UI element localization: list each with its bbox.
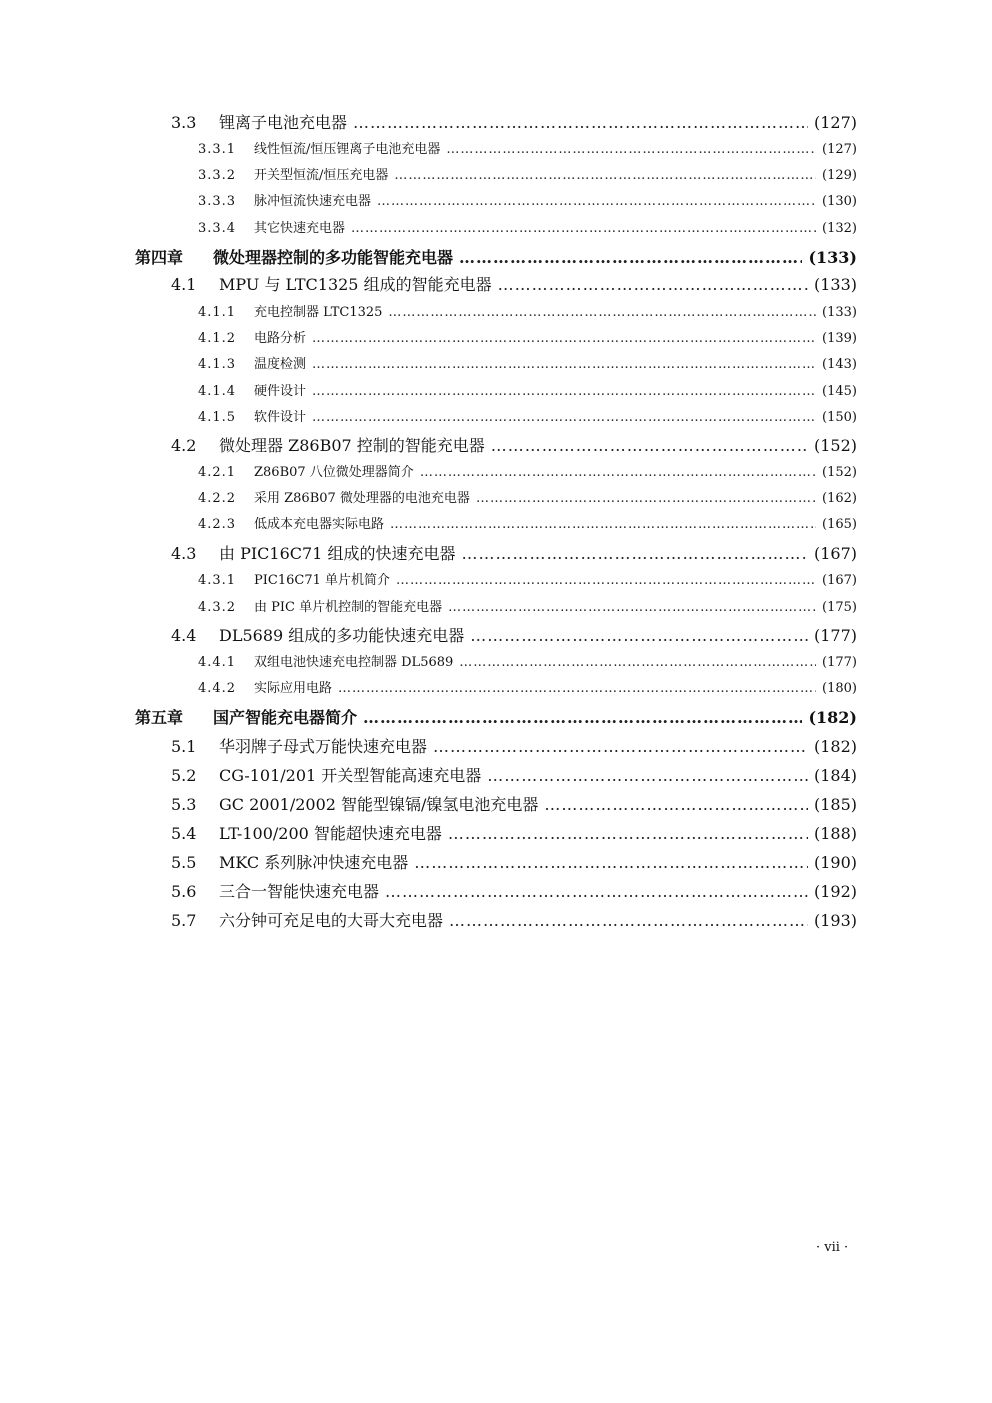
toc-entry-number: 5.1 [171, 737, 197, 756]
toc-entry-title: 实际应用电路 [254, 681, 333, 696]
toc-entry-page: (188) [813, 824, 857, 843]
toc-entry-number: 5.7 [171, 911, 197, 930]
dot-leader [491, 436, 808, 455]
toc-entry-number: 4.2.1 [198, 465, 237, 480]
dot-leader [353, 113, 808, 132]
toc-entry-title: 硬件设计 [254, 384, 307, 399]
dot-leader [446, 142, 816, 157]
toc-entry-title: PIC16C71 单片机简介 [254, 573, 390, 588]
toc-entry-sub [0, 569, 992, 588]
toc-entry-chapter [0, 705, 992, 728]
toc-entry-title: Z86B07 八位微处理器简介 [254, 465, 414, 480]
dot-leader [459, 655, 816, 670]
toc-entry-sub [0, 190, 992, 209]
page-number: · vii · [816, 1240, 849, 1255]
toc-entry-title: 电路分析 [254, 331, 307, 346]
toc-entry-sub [0, 138, 992, 157]
toc-entry-number: 4.1.2 [198, 331, 237, 346]
dot-leader [394, 168, 816, 183]
toc-entry-page: (143) [822, 357, 857, 372]
toc-entry-number: 4.1.4 [198, 384, 237, 399]
toc-entry-title: 华羽牌子母式万能快速充电器 [219, 737, 428, 756]
toc-entry-number: 3.3.3 [198, 194, 237, 209]
toc-entry-sub [0, 677, 992, 696]
toc-entry-sub [0, 327, 992, 346]
dot-leader [487, 766, 808, 785]
toc-entry-title: GC 2001/2002 智能型镍镉/镍氢电池充电器 [219, 795, 539, 814]
toc-entry-sub [0, 461, 992, 480]
toc-entry-title: 低成本充电器实际电路 [254, 517, 385, 532]
toc-entry-page: (133) [813, 275, 857, 294]
toc-entry-number: 4.2 [171, 436, 197, 455]
toc-entry-sub [0, 217, 992, 236]
toc-entry-page: (177) [813, 626, 857, 645]
toc-entry-number: 4.3 [171, 544, 197, 563]
toc-entry-page: (127) [813, 113, 857, 132]
dot-leader [433, 737, 808, 756]
toc-entry-page: (175) [822, 600, 857, 615]
toc-entry-title: 微处理器控制的多功能智能充电器 [213, 248, 454, 267]
toc-entry-number: 5.4 [171, 824, 197, 843]
toc-entry-page: (182) [808, 708, 857, 727]
toc-entry-number: 4.1 [171, 275, 197, 294]
toc-entry-title: 三合一智能快速充电器 [219, 882, 380, 901]
toc-entry-page: (192) [813, 882, 857, 901]
toc-entry-number: 3.3.1 [198, 142, 237, 157]
toc-entry-sub [0, 380, 992, 399]
toc-entry-page: (182) [813, 737, 857, 756]
toc-entry-sub [0, 164, 992, 183]
toc-entry-number: 第四章 [135, 248, 184, 267]
dot-leader [377, 194, 816, 209]
toc-entry-number: 3.3 [171, 113, 197, 132]
toc-entry-page: (167) [822, 573, 857, 588]
toc-entry-title: MKC 系列脉冲快速充电器 [219, 853, 409, 872]
dot-leader [461, 544, 808, 563]
toc-entry-title: 充电控制器 LTC1325 [254, 305, 383, 320]
dot-leader [388, 305, 816, 320]
toc-entry-section [0, 908, 992, 931]
toc-entry-page: (139) [822, 331, 857, 346]
toc-entry-page: (162) [822, 491, 857, 506]
dot-leader [459, 248, 802, 267]
toc-entry-page: (185) [813, 795, 857, 814]
toc-entry-sub [0, 301, 992, 320]
dot-leader [448, 824, 808, 843]
toc-entry-title: 脉冲恒流快速充电器 [254, 194, 372, 209]
dot-leader [449, 911, 808, 930]
toc-entry-number: 4.1.5 [198, 410, 237, 425]
toc-entry-page: (152) [822, 465, 857, 480]
toc-entry-number: 4.4 [171, 626, 197, 645]
toc-entry-title: MPU 与 LTC1325 组成的智能充电器 [219, 275, 492, 294]
toc-entry-number: 第五章 [135, 708, 184, 727]
dot-leader [363, 708, 802, 727]
toc-entry-page: (133) [822, 305, 857, 320]
toc-entry-title: 软件设计 [254, 410, 307, 425]
toc-entry-number: 3.3.4 [198, 221, 237, 236]
toc-entry-section [0, 879, 992, 902]
toc-entry-page: (167) [813, 544, 857, 563]
toc-entry-title: 由 PIC 单片机控制的智能充电器 [254, 600, 443, 615]
toc-entry-page: (127) [822, 142, 857, 157]
toc-entry-number: 5.5 [171, 853, 197, 872]
dot-leader [414, 853, 808, 872]
dot-leader [476, 491, 816, 506]
toc-entry-page: (193) [813, 911, 857, 930]
toc-entry-page: (184) [813, 766, 857, 785]
toc-entry-number: 4.1.1 [198, 305, 237, 320]
toc-entry-page: (165) [822, 517, 857, 532]
toc-entry-section [0, 734, 992, 757]
dot-leader [338, 681, 816, 696]
dot-leader [312, 331, 816, 346]
toc-entry-number: 4.4.1 [198, 655, 237, 670]
toc-entry-page: (133) [808, 248, 857, 267]
toc-entry-page: (180) [822, 681, 857, 696]
toc-entry-title: DL5689 组成的多功能快速充电器 [219, 626, 465, 645]
dot-leader [420, 465, 816, 480]
dot-leader [351, 221, 816, 236]
dot-leader [385, 882, 808, 901]
toc-entry-title: 锂离子电池充电器 [219, 113, 348, 132]
toc-entry-number: 4.2.2 [198, 491, 237, 506]
dot-leader [312, 357, 816, 372]
toc-entry-title: 其它快速充电器 [254, 221, 346, 236]
toc-entry-sub [0, 651, 992, 670]
toc-entry-title: 线性恒流/恒压锂离子电池充电器 [254, 142, 441, 157]
dot-leader [470, 626, 808, 645]
toc-entry-page: (130) [822, 194, 857, 209]
toc-entry-number: 4.4.2 [198, 681, 237, 696]
toc-entry-title: 微处理器 Z86B07 控制的智能充电器 [219, 436, 485, 455]
toc-entry-number: 4.1.3 [198, 357, 237, 372]
toc-entry-section [0, 821, 992, 844]
toc-entry-section [0, 541, 992, 564]
toc-entry-page: (150) [822, 410, 857, 425]
dot-leader [448, 600, 816, 615]
toc-entry-section [0, 763, 992, 786]
toc-entry-title: CG-101/201 开关型智能高速充电器 [219, 766, 482, 785]
toc-entry-page: (145) [822, 384, 857, 399]
toc-entry-title: 温度检测 [254, 357, 307, 372]
dot-leader [312, 410, 816, 425]
toc-entry-sub [0, 596, 992, 615]
toc-entry-title: 由 PIC16C71 组成的快速充电器 [219, 544, 456, 563]
toc-entry-section [0, 272, 992, 295]
dot-leader [312, 384, 816, 399]
toc-entry-number: 3.3.2 [198, 168, 237, 183]
toc-entry-title: 六分钟可充足电的大哥大充电器 [219, 911, 444, 930]
toc-entry-section [0, 850, 992, 873]
toc-entry-number: 4.3.2 [198, 600, 237, 615]
toc-entry-title: 国产智能充电器简介 [213, 708, 358, 727]
toc-entry-page: (177) [822, 655, 857, 670]
toc-entry-number: 4.3.1 [198, 573, 237, 588]
toc-entry-title: LT-100/200 智能超快速充电器 [219, 824, 442, 843]
dot-leader [544, 795, 808, 814]
toc-entry-title: 双组电池快速充电控制器 DL5689 [254, 655, 454, 670]
toc-entry-section [0, 433, 992, 456]
dot-leader [390, 517, 816, 532]
toc-entry-sub [0, 487, 992, 506]
toc-entry-page: (190) [813, 853, 857, 872]
toc-entry-title: 采用 Z86B07 微处理器的电池充电器 [254, 491, 470, 506]
toc-entry-number: 5.2 [171, 766, 197, 785]
toc-entry-number: 4.2.3 [198, 517, 237, 532]
toc-entry-section [0, 110, 992, 133]
toc-entry-sub [0, 513, 992, 532]
toc-entry-chapter [0, 245, 992, 268]
toc-entry-page: (129) [822, 168, 857, 183]
toc-entry-sub [0, 353, 992, 372]
toc-entry-section [0, 792, 992, 815]
toc-entry-number: 5.6 [171, 882, 197, 901]
toc-entry-page: (132) [822, 221, 857, 236]
toc-entry-section [0, 623, 992, 646]
toc-entry-sub [0, 406, 992, 425]
dot-leader [396, 573, 816, 588]
dot-leader [498, 275, 808, 294]
toc-entry-page: (152) [813, 436, 857, 455]
toc-entry-number: 5.3 [171, 795, 197, 814]
toc-entry-title: 开关型恒流/恒压充电器 [254, 168, 389, 183]
